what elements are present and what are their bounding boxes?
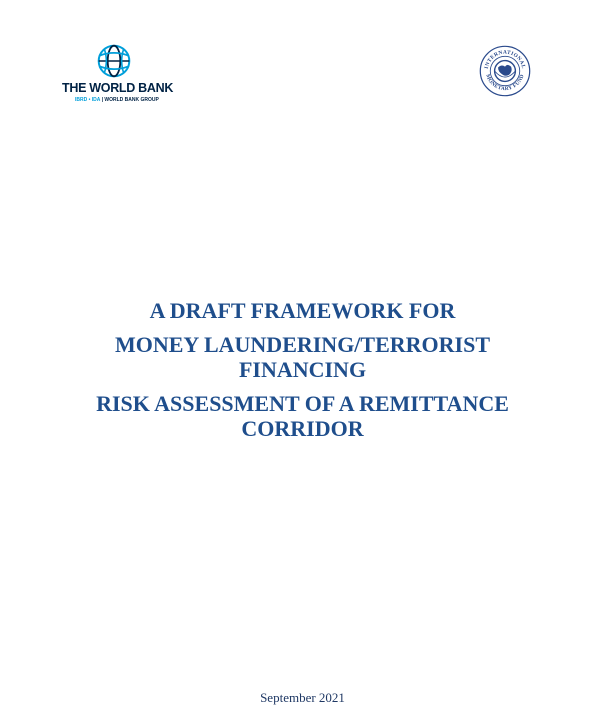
world-bank-logo — [58, 42, 174, 104]
title-line-2: MONEY LAUNDERING/TERRORIST FINANCING — [114, 332, 491, 382]
publication-date: September 2021 — [260, 690, 345, 705]
world-bank-sub-right: WORLD BANK GROUP — [104, 97, 159, 103]
world-bank-globe-icon — [96, 42, 132, 80]
svg-text:INTERNATIONAL: INTERNATIONAL — [483, 49, 527, 70]
world-bank-subtitle: IBRD • IDA | WORLD BANK GROUP — [75, 97, 159, 103]
imf-seal-icon — [479, 45, 531, 97]
document-title — [60, 298, 545, 441]
title-line-3: RISK ASSESSMENT OF A REMITTANCE CORRIDOR — [96, 391, 509, 441]
world-bank-name: THE WORLD BANK — [62, 81, 174, 95]
world-bank-sub-left: IBRD • IDA — [75, 97, 101, 103]
svg-text:MONETARY FUND: MONETARY FUND — [484, 73, 526, 93]
title-line-1: A DRAFT FRAMEWORK FOR — [149, 298, 456, 323]
